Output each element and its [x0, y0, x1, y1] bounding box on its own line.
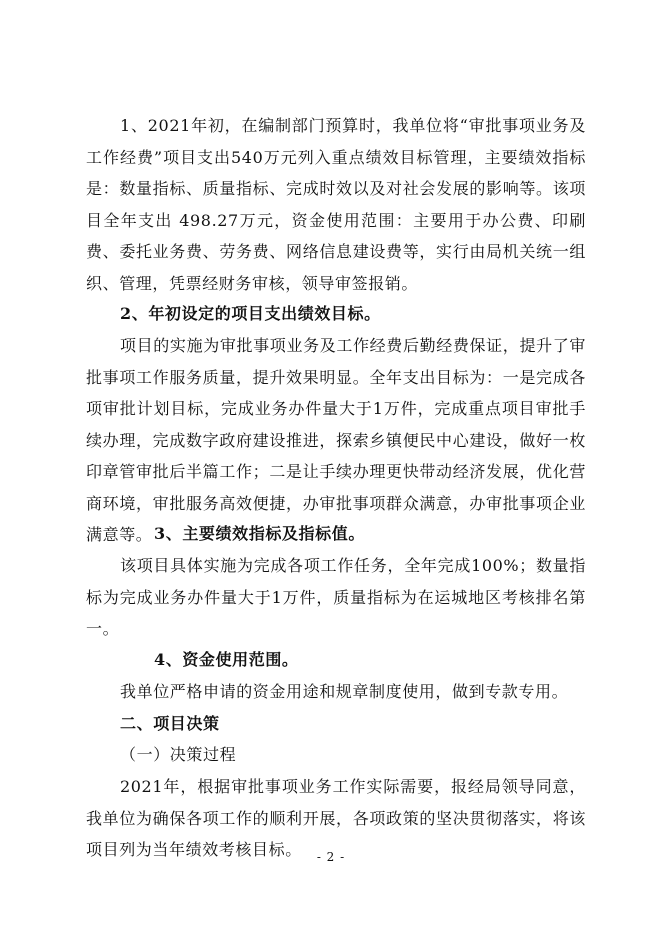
paragraph-performance-goals: 项目的实施为审批事项业务及工作经费后勤经费保证，提升了审批事项工作服务质量，提升效果明显。全年支出目标为：一是完成各项审批计划目标，完成业务办件量大于1万件，完成重点项目审批手续办理，完成数字政府建设推进，探索乡镇便民中心建设，做好一枚印章管审批后半篇工作；二是让手续办理更快带动经济发展，优化营商环境，审批服务高效便捷，办审批事项群众满意，办审批事项企业满意等。 [86, 336, 586, 544]
heading-performance-goals: 2、年初设定的项目支出绩效目标。 [120, 304, 381, 323]
paragraph-fund-scope: 我单位严格申请的资金用途和规章制度使用，做到专款专用。 [120, 682, 569, 701]
paragraph-decision-process: 2021年，根据审批事项业务工作实际需要，报经局领导同意，我单位为确保各项工作的顺利开展，各项政策的坚决贯彻落实，将该项目列为当年绩效考核目标。 [86, 777, 586, 859]
paragraph-main-indicators: 该项目具体实施为完成各项工作任务，全年完成100%；数量指标为完成业务办件量大于1万件，质量指标为在运城地区考核排名第一。 [86, 556, 586, 638]
heading-main-indicators: 3、主要绩效指标及指标值。 [154, 524, 365, 543]
heading-fund-scope: 4、资金使用范围。 [154, 650, 299, 669]
heading-project-decision: 二、项目决策 [120, 714, 220, 733]
page-number: - 2 - [316, 850, 346, 864]
subheading-decision-process: （一）决策过程 [120, 745, 237, 764]
paragraph-budget-intro: 1、2021年初，在编制部门预算时，我单位将“审批事项业务及工作经费”项目支出540万元列入重点绩效目标管理，主要绩效指标是：数量指标、质量指标、完成时效以及对社会发展的影响等。该项目全年支出 498.27万元，资金使用范围：主要用于办公费、印刷费、委托业务费、劳务费、网络信息建设费等，实行由局机关统一组织、管理，凭票经财务审核，领导审签报销。 [86, 116, 586, 293]
